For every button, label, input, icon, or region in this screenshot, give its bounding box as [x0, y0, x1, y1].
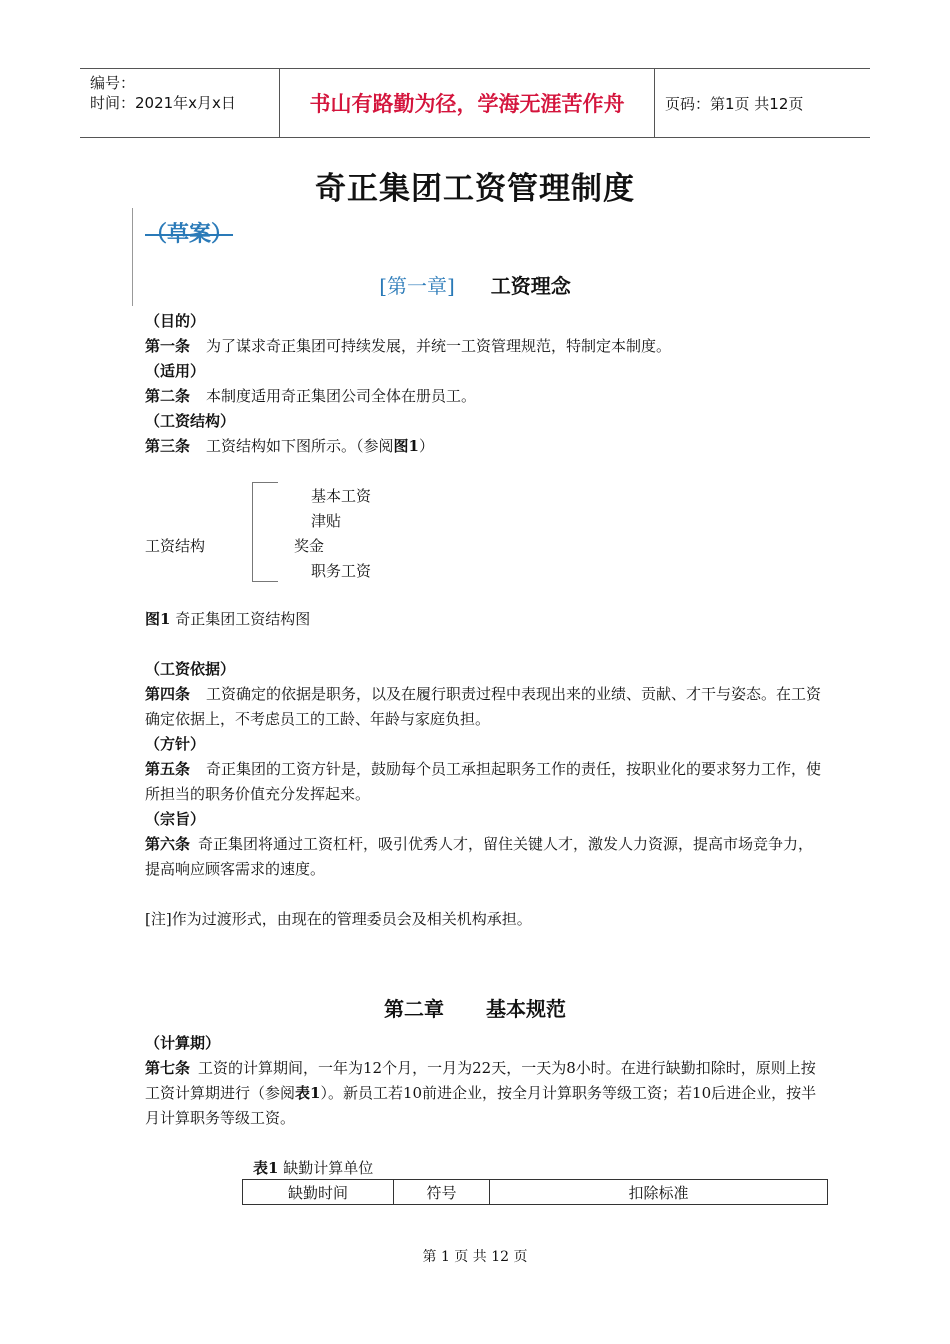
number-label: 编号：	[90, 74, 136, 92]
table-caption-text: 缺勤计算单位	[283, 1159, 374, 1177]
chapter1-name: 工资理念	[490, 274, 571, 298]
page-footer: 第 1 页 共 12 页	[422, 1249, 528, 1265]
chapter2-number: 第二章	[384, 997, 444, 1021]
chapter2-name: 基本规范	[486, 997, 566, 1021]
diagram-item: 职务工资	[311, 562, 372, 580]
basis-label: （工资依据）	[145, 660, 236, 678]
chapter1-heading	[0, 270, 950, 299]
purpose-label: （目的）	[145, 312, 206, 330]
page-header	[80, 68, 870, 138]
article-7-text-a: 工资的计算期间，一年为12个月，一月为22天，一天为8小时。在进行缺勤扣除时，原则上按工资计算期进行（参阅	[145, 1059, 816, 1102]
table-header-row	[243, 1180, 828, 1205]
article-3-end: ）	[418, 437, 434, 455]
article-3	[145, 434, 825, 459]
table-ref: 表1	[295, 1084, 321, 1102]
article-1-text: 为了谋求奇正集团可持续发展，并统一工资管理规范，特制定本制度。	[206, 337, 672, 355]
article-7-text-b: ）。新员工若10前进企业，按全月计算职务等级工资；若10后进企业，按半月计算职务等级工资。	[145, 1084, 817, 1127]
diagram-item: 津贴	[311, 512, 342, 530]
diagram-item: 基本工资	[311, 487, 372, 505]
article-6	[145, 832, 825, 882]
table-header-cell: 符号	[394, 1180, 490, 1205]
absence-table	[242, 1179, 828, 1205]
article-7-label: 第七条	[145, 1059, 191, 1077]
article-1-label: 第一条	[145, 337, 191, 355]
note: [注]作为过渡形式，由现在的管理委员会及相关机构承担。	[145, 910, 532, 928]
diagram-root: 工资结构	[145, 537, 206, 555]
article-7	[145, 1056, 825, 1131]
article-5-text: 奇正集团的工资方针是，鼓励每个员工承担起职务工作的责任，按职业化的要求努力工作，使所担当的职务价值充分发挥起来。	[145, 760, 822, 803]
table-header-cell: 扣除标准	[490, 1180, 828, 1205]
header-meta	[80, 69, 280, 137]
scope-label: （适用）	[145, 362, 206, 380]
article-2-text: 本制度适用奇正集团公司全体在册员工。	[206, 387, 477, 405]
article-2-label: 第二条	[145, 387, 191, 405]
article-3-label: 第三条	[145, 437, 191, 455]
document-title: 奇正集团工资管理制度	[315, 171, 635, 207]
article-6-label: 第六条	[145, 835, 191, 853]
article-1	[145, 334, 825, 359]
article-2	[145, 384, 825, 409]
time-label: 时间：2021年x月x日	[90, 94, 236, 112]
table-label: 表1	[253, 1159, 279, 1177]
article-5	[145, 757, 825, 807]
diagram-item: 奖金	[294, 537, 325, 555]
article-4	[145, 682, 825, 732]
article-5-label: 第五条	[145, 760, 191, 778]
draft-label: （草案）	[145, 222, 234, 247]
figure-caption	[145, 607, 825, 632]
article-4-text: 工资确定的依据是职务，以及在履行职责过程中表现出来的业绩、贡献、才干与姿态。在工资确定依据上，不考虑员工的工龄、年龄与家庭负担。	[145, 685, 822, 728]
figure-ref: 图1	[393, 437, 419, 455]
figure-caption-text: 奇正集团工资结构图	[175, 610, 311, 628]
chapter1-number: [第一章]	[379, 274, 455, 298]
figure-label: 图1	[145, 610, 171, 628]
table-header-cell: 缺勤时间	[243, 1180, 394, 1205]
section-chapter1-part2	[145, 657, 825, 882]
period-label: （计算期）	[145, 1034, 221, 1052]
article-6-text: 奇正集团将通过工资杠杆，吸引优秀人才，留住关键人才，激发人力资源，提高市场竞争力，提高响应顾客需求的速度。	[145, 835, 814, 878]
table-caption	[253, 1157, 373, 1178]
section-chapter1-part1	[145, 309, 825, 459]
header-motto: 书山有路勤为径，学海无涯苦作舟	[280, 69, 655, 137]
header-page-label: 页码：第1页 共12页	[665, 94, 804, 113]
structure-label: （工资结构）	[145, 412, 236, 430]
article-3-text: 工资结构如下图所示。（参阅	[206, 437, 394, 455]
article-4-label: 第四条	[145, 685, 191, 703]
chapter2-heading	[0, 993, 950, 1022]
aim-label: （宗旨）	[145, 810, 206, 828]
policy-label: （方针）	[145, 735, 206, 753]
diagram-bracket	[252, 482, 278, 582]
section-chapter2	[145, 1031, 825, 1131]
